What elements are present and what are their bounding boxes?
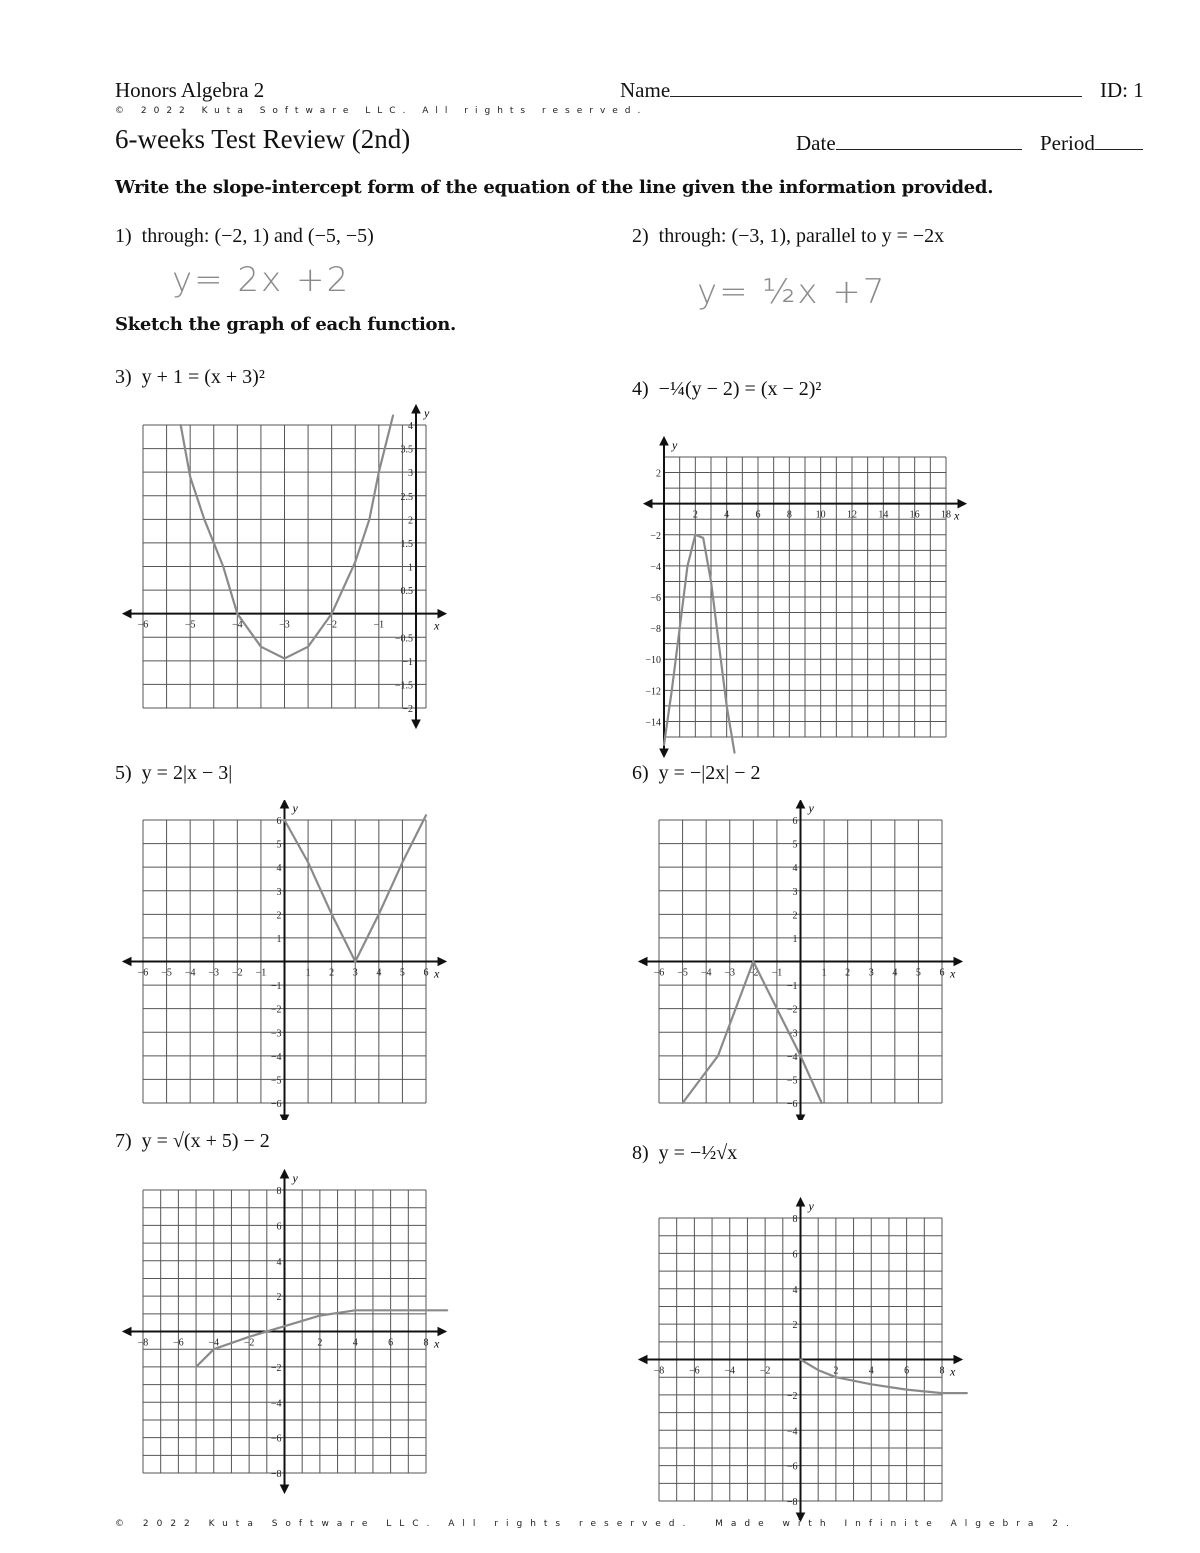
grid (664, 457, 946, 737)
x-tick-label: 3 (868, 967, 874, 979)
x-tick-label: 14 (878, 509, 889, 521)
name-line (670, 78, 1082, 97)
x-axis-label: x (434, 1336, 440, 1351)
x-axis-label: x (954, 508, 960, 523)
footer-copyright: © 2022 Kuta Software LLC. All rights reserved. (115, 1519, 694, 1529)
y-tick-label: 4 (792, 1284, 798, 1296)
date-label: Date (796, 131, 836, 155)
id-label: ID: 1 (1100, 78, 1144, 102)
y-tick-label: 8 (792, 1214, 798, 1225)
axes (123, 1170, 446, 1493)
x-tick-label: 2 (692, 509, 698, 521)
x-tick-label: −4 (208, 1337, 220, 1349)
x-tick-label: 4 (376, 967, 382, 979)
x-tick-label: 5 (915, 967, 921, 979)
x-axis-arrow-right (958, 500, 966, 508)
y-tick-label: 3 (276, 886, 282, 898)
grid (143, 425, 426, 708)
y-tick-label: 5 (276, 839, 282, 851)
x-tick-label: 5 (399, 967, 405, 979)
x-tick-label: 10 (815, 509, 826, 521)
y-tick-label: −3 (786, 1028, 798, 1040)
problem-8 (632, 1142, 737, 1165)
x-axis-arrow-left (123, 610, 131, 618)
problem-text: y = √(x + 5) − 2 (141, 1130, 270, 1152)
x-axis-arrow-right (438, 1328, 446, 1336)
x-tick-label: −3 (724, 967, 736, 979)
handwritten-answer-2: y= ½x +7 (697, 272, 887, 312)
y-tick-label: −6 (270, 1099, 282, 1110)
date-line (836, 131, 1022, 150)
problem-4 (632, 378, 821, 401)
y-tick-label: −2 (270, 1362, 282, 1374)
y-tick-label: −6 (786, 1461, 798, 1473)
y-tick-label: −1.5 (394, 680, 413, 692)
handwritten-answer-1: y= 2x +2 (172, 260, 351, 300)
y-axis-label: y (292, 801, 298, 815)
y-axis-label: y (808, 801, 814, 815)
x-tick-label: 8 (786, 509, 792, 521)
y-tick-label: −10 (645, 655, 661, 667)
x-tick-label: −6 (173, 1337, 184, 1349)
y-tick-label: −2 (786, 1390, 798, 1402)
x-tick-label: 16 (909, 509, 920, 521)
x-axis-arrow-left (123, 1328, 131, 1336)
page-title: 6-weeks Test Review (2nd) (115, 124, 411, 154)
y-tick-label: −2 (270, 1004, 282, 1016)
y-tick-label: −3 (270, 1028, 282, 1040)
problem-number: 7) (115, 1130, 132, 1152)
problem-text: −¼(y − 2) = (x − 2)² (658, 378, 822, 400)
header-copyright: © 2022 Kuta Software LLC. All rights reserved. (115, 106, 648, 116)
y-tick-label: 0.5 (400, 586, 413, 598)
x-tick-label: −1 (255, 967, 267, 979)
x-tick-label: 6 (904, 1365, 910, 1377)
y-axis-arrow-down (412, 720, 420, 728)
problem-1 (115, 225, 374, 248)
course-name: Honors Algebra 2 (115, 78, 265, 102)
x-tick-label: −4 (700, 967, 712, 979)
x-tick-label: −2 (326, 619, 337, 631)
x-axis-arrow-right (954, 958, 962, 966)
instruction-slope-intercept: Write the slope-intercept form of the equation of the line given the information provided. (115, 177, 994, 198)
y-tick-label: 2 (656, 468, 661, 480)
problem-3 (115, 366, 265, 389)
x-tick-label: −3 (279, 619, 290, 631)
graph-problem-4 (634, 432, 979, 762)
problem-text: y + 1 = (x + 3)² (141, 366, 265, 388)
y-tick-label: 2 (276, 910, 282, 922)
x-axis-label: x (950, 1364, 956, 1379)
y-tick-label: −4 (786, 1051, 798, 1063)
x-tick-label: 6 (423, 967, 429, 979)
y-tick-label: 2 (792, 910, 798, 922)
date-field[interactable] (796, 131, 1022, 156)
x-tick-label: −2 (232, 967, 243, 979)
x-tick-label: 8 (939, 1365, 945, 1377)
y-tick-label: −1 (786, 981, 798, 993)
y-tick-label: 2 (276, 1292, 282, 1304)
x-tick-label: 6 (755, 509, 761, 521)
y-tick-label: −1 (402, 656, 413, 668)
y-tick-label: −12 (645, 686, 661, 698)
x-tick-label: −8 (137, 1337, 149, 1349)
y-axis-arrow-down (281, 1485, 289, 1493)
y-tick-label: 1 (276, 933, 282, 945)
y-tick-label: 6 (792, 816, 798, 827)
y-tick-label: −5 (270, 1075, 282, 1087)
y-tick-label: −8 (650, 624, 661, 636)
y-tick-label: −4 (650, 561, 661, 573)
problem-number: 1) (115, 225, 132, 247)
name-field[interactable] (620, 78, 1082, 103)
y-tick-label: −8 (786, 1497, 798, 1508)
period-field[interactable] (1040, 131, 1143, 156)
problem-7 (115, 1130, 270, 1153)
x-tick-label: 4 (352, 1337, 358, 1349)
y-tick-label: −2 (786, 1004, 798, 1016)
x-axis-arrow-left (123, 958, 131, 966)
name-label: Name (620, 78, 671, 102)
y-tick-label: −0.5 (394, 633, 413, 645)
graph-problem-3 (118, 400, 463, 730)
y-tick-label: −2 (650, 530, 661, 542)
y-tick-label: 4 (276, 1256, 282, 1268)
y-tick-label: −4 (270, 1051, 282, 1063)
x-axis-arrow-right (438, 610, 446, 618)
x-tick-label: −5 (677, 967, 688, 979)
instruction-sketch: Sketch the graph of each function. (115, 314, 456, 335)
x-axis-arrow-right (954, 1356, 962, 1364)
x-tick-label: −6 (137, 967, 149, 979)
graph-problem-5 (118, 800, 463, 1120)
x-tick-label: 12 (847, 509, 857, 521)
problem-number: 8) (632, 1142, 649, 1164)
problem-number: 3) (115, 366, 132, 388)
axes (639, 800, 962, 1120)
y-tick-label: −14 (645, 717, 661, 729)
problem-text: through: (−2, 1) and (−5, −5) (141, 225, 374, 247)
y-axis-arrow-up (281, 1170, 289, 1178)
x-tick-label: −4 (724, 1365, 736, 1377)
footer (115, 1519, 1077, 1529)
y-axis-arrow-up (797, 800, 805, 808)
x-tick-label: −6 (653, 967, 665, 979)
y-tick-label: −6 (650, 593, 661, 604)
x-axis-label: x (950, 966, 956, 981)
problem-text: y = −½√x (658, 1142, 738, 1164)
x-tick-label: −5 (184, 619, 196, 631)
graph-problem-8 (634, 1196, 979, 1526)
x-tick-label: 4 (724, 509, 730, 521)
y-axis-arrow-down (281, 1115, 289, 1120)
y-tick-label: 1 (792, 933, 798, 945)
problem-number: 4) (632, 378, 649, 400)
y-axis-arrow-down (797, 1115, 805, 1120)
y-tick-label: −1 (270, 981, 282, 993)
x-tick-label: 6 (939, 967, 945, 979)
x-tick-label: −1 (373, 619, 385, 631)
x-tick-label: −6 (689, 1365, 700, 1377)
x-axis-label: x (434, 966, 440, 981)
graph-problem-7 (118, 1168, 463, 1498)
y-tick-label: 6 (792, 1249, 798, 1261)
x-tick-label: −4 (184, 967, 196, 979)
x-tick-label: 2 (833, 1365, 839, 1377)
x-tick-label: −1 (771, 967, 783, 979)
y-axis-label: y (808, 1199, 814, 1213)
y-axis-arrow-up (281, 800, 289, 808)
x-tick-label: 2 (845, 967, 851, 979)
y-tick-label: 6 (276, 1221, 282, 1233)
y-tick-label: 2 (792, 1320, 798, 1332)
y-tick-label: 4 (276, 863, 282, 875)
x-tick-label: −4 (232, 619, 243, 631)
y-tick-label: −8 (270, 1469, 282, 1480)
x-tick-label: 18 (941, 509, 951, 521)
x-tick-label: −2 (243, 1337, 255, 1349)
x-tick-label: −2 (759, 1365, 771, 1377)
x-axis-arrow-left (644, 500, 652, 508)
x-axis-label: x (434, 618, 440, 633)
y-tick-label: 2 (408, 515, 413, 527)
x-tick-label: −3 (208, 967, 220, 979)
y-tick-label: 1.5 (400, 538, 413, 550)
problem-text: through: (−3, 1), parallel to y = −2x (658, 225, 945, 247)
x-tick-label: 2 (317, 1337, 323, 1349)
y-tick-label: −2 (402, 704, 413, 715)
y-tick-label: 3 (408, 468, 413, 480)
y-tick-label: 6 (276, 816, 282, 827)
x-tick-label: 4 (868, 1365, 874, 1377)
x-tick-label: 4 (892, 967, 898, 979)
y-tick-label: 4 (408, 421, 413, 432)
y-tick-label: 3.5 (400, 444, 413, 456)
x-tick-label: 3 (352, 967, 358, 979)
x-tick-label: 1 (305, 967, 311, 979)
period-label: Period (1040, 131, 1095, 155)
footer-made-with: Made with Infinite Algebra 2. (715, 1519, 1077, 1529)
x-axis-arrow-left (639, 1356, 647, 1364)
x-axis-arrow-left (639, 958, 647, 966)
y-tick-label: 3 (792, 886, 798, 898)
problem-text: y = 2|x − 3| (141, 762, 233, 784)
y-axis-arrow-down (660, 749, 668, 757)
x-axis-arrow-right (438, 958, 446, 966)
y-axis-arrow-up (412, 405, 420, 413)
y-tick-label: 8 (276, 1186, 282, 1197)
problem-number: 2) (632, 225, 649, 247)
problem-5 (115, 762, 232, 785)
y-tick-label: −4 (270, 1398, 282, 1410)
x-tick-label: −2 (748, 967, 759, 979)
y-axis-label: y (292, 1171, 298, 1185)
y-axis-label: y (672, 438, 678, 452)
y-axis-arrow-up (797, 1198, 805, 1206)
x-tick-label: 1 (821, 967, 827, 979)
problem-number: 6) (632, 762, 649, 784)
y-tick-label: 2.5 (400, 491, 413, 503)
y-tick-label: −6 (786, 1099, 798, 1110)
x-tick-label: −8 (653, 1365, 665, 1377)
problem-6 (632, 762, 761, 785)
problem-number: 5) (115, 762, 132, 784)
y-axis-label: y (424, 406, 430, 420)
x-tick-label: 6 (388, 1337, 394, 1349)
problem-2 (632, 225, 944, 248)
x-tick-label: 8 (423, 1337, 429, 1349)
y-tick-label: −6 (270, 1433, 282, 1445)
problem-text: y = −|2x| − 2 (658, 762, 761, 784)
y-tick-label: −4 (786, 1426, 798, 1438)
x-tick-label: 2 (329, 967, 335, 979)
x-tick-label: −6 (137, 619, 149, 631)
graph-problem-6 (634, 800, 979, 1120)
y-tick-label: 1 (408, 562, 413, 574)
axes (123, 800, 446, 1120)
y-tick-label: 5 (792, 839, 798, 851)
y-tick-label: −5 (786, 1075, 798, 1087)
y-tick-label: 4 (792, 863, 798, 875)
x-tick-label: −5 (161, 967, 172, 979)
y-axis-arrow-up (660, 437, 668, 445)
period-line (1095, 131, 1143, 150)
